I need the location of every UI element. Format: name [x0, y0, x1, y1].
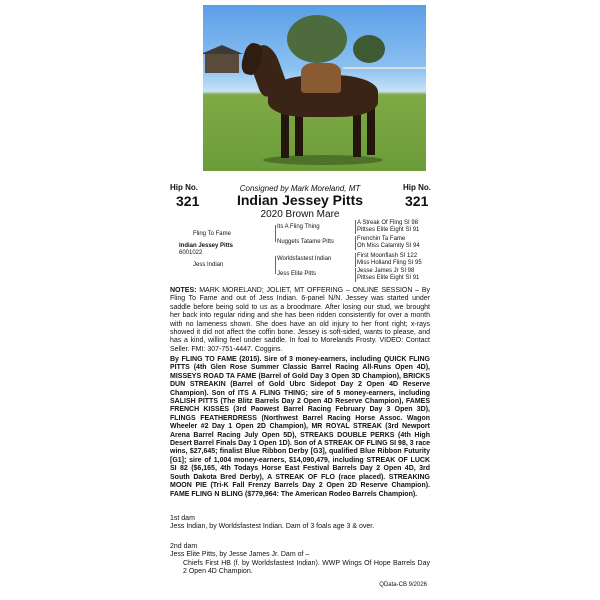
footer-code: QData-CB 9/2026 [379, 582, 427, 588]
notes-paragraph [170, 287, 430, 354]
first-dam-heading: 1st dam [170, 515, 195, 522]
grandparent-8: Pittses Elite Eight SI 91 [357, 275, 420, 281]
grandparent-7: Jesse James Jr SI 98 [357, 268, 415, 274]
dam-dam-name: Jess Elite Pitts [277, 271, 317, 277]
grandparent-2: Pittses Elite Eight SI 91 [357, 227, 420, 233]
dam-sire-name: Worldsfastest Indian [277, 256, 332, 262]
hip-number-left: 321 [176, 193, 200, 209]
sire-dam-name: Nuggets Tatame Pitts [277, 239, 334, 245]
registration-number: 6001022 [179, 250, 203, 256]
sire-sire-name: Its A Fling Thing [277, 224, 320, 230]
hip-label-left: Hip No. [170, 183, 198, 192]
hip-number-right: 321 [405, 193, 429, 209]
dam-name: Jess Indian [193, 262, 224, 268]
second-dam-text: Jess Elite Pitts, by Jesse James Jr. Dam of – [170, 551, 310, 558]
grandparent-4: Oh Miss Calamity SI 94 [357, 243, 420, 249]
grandparent-5: First Moonflash SI 122 [357, 253, 418, 259]
grandparent-1: A Streak Of Fling SI 98 [357, 220, 419, 226]
grandparent-6: Miss Holland Fling SI 95 [357, 260, 422, 266]
consignor-line: Consigned by Mark Moreland, MT [239, 184, 361, 193]
second-dam-offspring: Chiefs First HB (f. by Worldsfastest Indian). WWP Wings Of Hope Barrels Day 2 Open 4D Champion. [183, 560, 430, 576]
hip-label-right: Hip No. [403, 183, 431, 192]
sire-info-paragraph: By FLING TO FAME (2015). Sire of 3 money-earners, including QUICK FLING PITTS (4th Glen Rose Summer Classic Barrel Racing All-Runs Open 4D), MISSEYS ROAD TA FAME (Barrel of Gold Day 3 Open 3D Champion), BRICKS DUN STREAKIN (Barrel of Gold Ubrc Sidepot Day 2 Open 4D Reserve Champion). Son of ITS A FLING THING; sire of 5 money-earners, including SALISH PITTS (The Blitz Barrels Day 2 Open 4D Reserve Champion), FAMES FRENCH KISSES (3rd Paowest Barrel Racing February Day 3 Open 3D), FLINGS FEATHERDRESS (Northwest Barrel Racing Horse Assoc. Wagon Wheeler #2 Day 1 Open 2D Champion), MR ROYAL STREAK (3rd Newport Arena Barrel Racing July Open 5D), STREAKS DOUBLE PERKS (4th High Desert Barrel Finals Day 1 Open 1D). Son of A STREAK OF FLING SI 98, 3 race wins, $27,645; finalist Blue Ribbon Derby [G3], qualified Blue Ribbon Futurity [G1]; sire of 1,004 money-earners, $14,090,479, including STREAK OF LUCK SI 82 ($6,165, 4th Todays Horse East Festival Barrels Day 2 Open 4D, 3rd South Dakota Bred Derby), A STREAK OF FLO (race placed). STREAKING MOON PIE (Tri-K Fall Frenzy Barrels Day 2 Open 2D Reserve Champion). FAME FLING N BLING ($779,964: The American Rodeo Barrels Champion). [170, 356, 430, 498]
first-dam-text: Jess Indian, by Worldsfastest Indian. Dam of 3 foals age 3 & over. [170, 523, 375, 530]
second-dam-heading: 2nd dam [170, 543, 198, 550]
sire-name: Fling To Fame [193, 231, 231, 237]
horse-description: 2020 Brown Mare [260, 209, 340, 220]
horse-photo [203, 5, 426, 171]
horse-name: Indian Jessey Pitts [236, 192, 364, 208]
notes-text: MARK MORELAND; JOLIET, MT OFFERING – ONLINE SESSION – By Fling To Fame and out of Jess Indian. 6-panel N/N. Jessey was started under saddle before being sold to us as a broodmare. After losing our stud, we brought her back into regular riding and she has been ridden consistently for over a month with no lameness shown. She does have an old injury to her front right; x-rays showed it did not affect the coffin bone. Jessey is soft-sided, wants to please, and has a kind, willing feel under saddle. In foal to Morelands Frosty. VIDEO: Contact Seller. FMI: 307-751-4447. Coggins. [170, 287, 430, 353]
grandparent-3: Frenchin Ta Fame [357, 236, 406, 242]
subject-name: Indian Jessey Pitts [179, 243, 234, 249]
notes-label: NOTES: [170, 287, 197, 294]
